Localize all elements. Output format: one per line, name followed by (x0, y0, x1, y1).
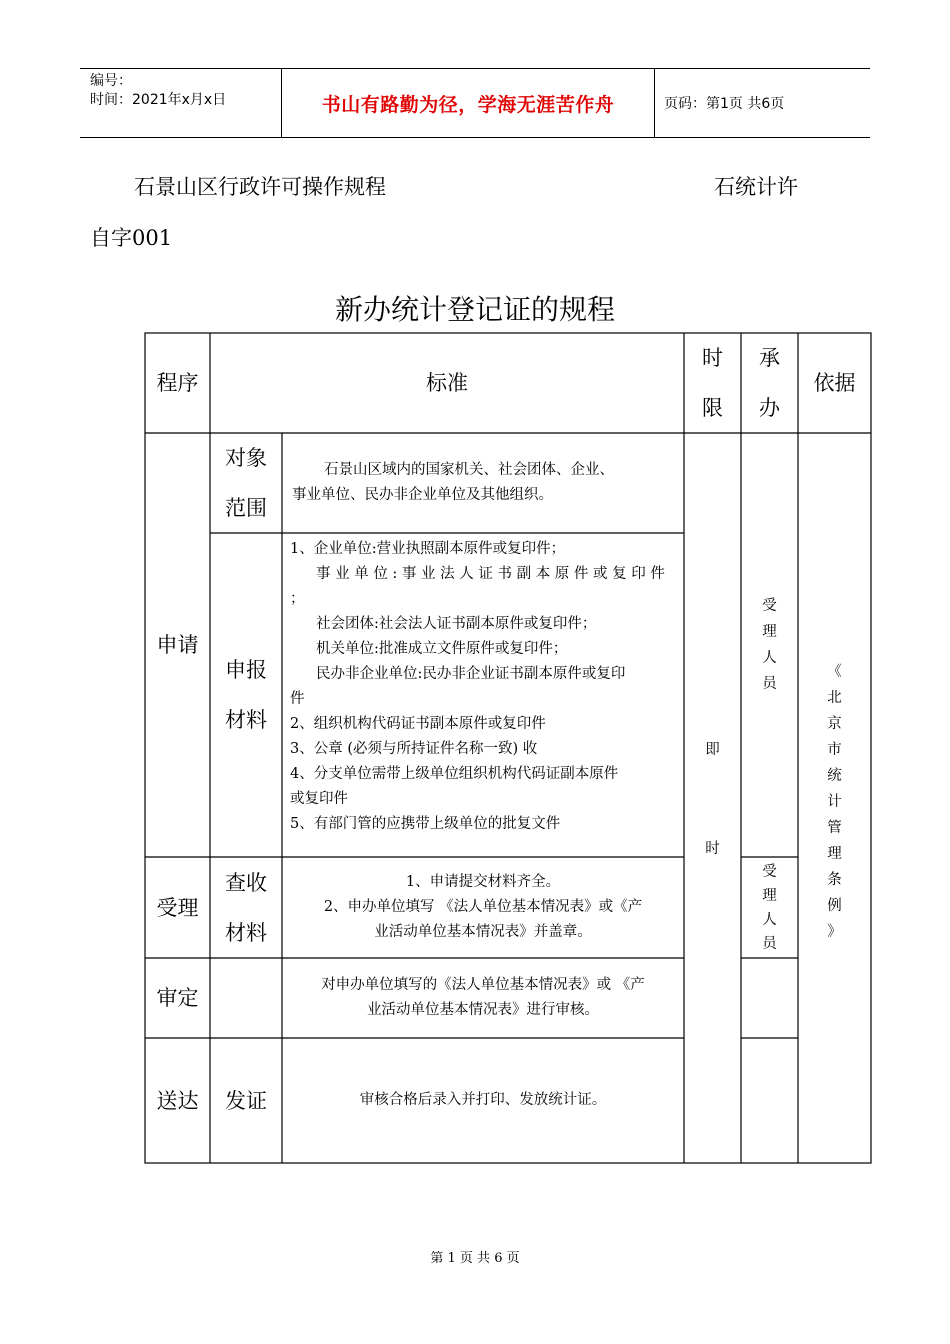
materials-item: 件 (290, 691, 305, 707)
check-text-1: 1、申请提交材料齐全。 (405, 874, 561, 890)
issue-label: 发证 (225, 1088, 267, 1113)
check-label-1: 查收 (225, 870, 267, 895)
materials-item: 机关单位:批准成立文件原件或复印件； (316, 641, 568, 657)
basis-char: 》 (827, 924, 842, 940)
materials-item: 或复印件 (290, 791, 348, 807)
scope-label-2: 范围 (225, 496, 267, 520)
header-basis: 依据 (813, 371, 856, 395)
header-handler-1: 承 (759, 346, 780, 370)
materials-item: 5、有部门管的应携带上级单位的批复文件 (290, 816, 561, 832)
handler-accept-1: 受 (762, 863, 777, 880)
time-immediate-2: 时 (705, 841, 720, 857)
basis-char: 管 (827, 820, 842, 836)
check-text-3: 业活动单位基本情况表》并盖章。 (374, 924, 592, 940)
handler-apply-2: 理 (762, 624, 777, 640)
issue-text: 审核合格后录入并打印、发放统计证。 (359, 1092, 607, 1108)
handler-accept-4: 员 (762, 935, 777, 952)
review-text-1: 对申办单位填写的《法人单位基本情况表》或 《产 (321, 977, 645, 993)
materials-item: 民办非企业单位:民办非企业证书副本原件或复印 (316, 666, 626, 682)
intro-right: 石统计许 (714, 175, 798, 199)
header-meta (80, 69, 282, 137)
scope-text-1: 石景山区域内的国家机关、社会团体、企业、 (324, 462, 614, 478)
time-immediate-1: 即 (705, 742, 720, 758)
materials-label-2: 材料 (225, 708, 267, 732)
materials-label-1: 申报 (225, 658, 267, 682)
document-title: 新办统计登记证的规程 (334, 293, 615, 326)
materials-item: 事 业 单 位 : 事 业 法 人 证 书 副 本 原 件 或 复 印 件 (316, 566, 665, 582)
scope-text (282, 433, 684, 533)
header-time-limit-2: 限 (702, 396, 723, 420)
basis-char: 统 (827, 768, 842, 784)
page-header (80, 68, 870, 138)
row-accept: 受理 (156, 895, 199, 920)
basis-text (798, 662, 871, 942)
scope-label-1: 对象 (225, 446, 267, 470)
materials-item: ； (290, 591, 305, 607)
page-footer: 第 1 页 共 6 页 (430, 1251, 520, 1266)
check-label (210, 857, 282, 958)
basis-char: 市 (827, 742, 842, 758)
materials-item: 3、公章 (必须与所持证件名称一致) 收 (290, 741, 538, 757)
handler-accept (741, 857, 798, 958)
time-label: 时间：2021年x月x日 (90, 92, 227, 108)
materials-item: 2、组织机构代码证书副本原件或复印件 (290, 716, 546, 732)
handler-apply (741, 593, 798, 697)
materials-label (210, 533, 282, 857)
header-page-info: 页码：第1页 共6页 (664, 96, 785, 112)
basis-char: 条 (827, 872, 842, 888)
basis-char: 计 (827, 794, 842, 810)
review-text-2: 业活动单位基本情况表》进行审核。 (367, 1002, 599, 1018)
materials-item: 1、企业单位:营业执照副本原件或复印件； (290, 541, 566, 557)
handler-accept-3: 人 (762, 911, 777, 928)
row-review: 审定 (156, 986, 199, 1010)
scope-label (210, 433, 282, 533)
handler-apply-3: 人 (762, 650, 777, 666)
intro-left: 石景山区行政许可操作规程 (134, 175, 386, 199)
check-label-2: 材料 (225, 920, 267, 945)
materials-item: 社会团体:社会法人证书副本原件或复印件； (316, 616, 597, 632)
handler-apply-4: 员 (762, 676, 777, 692)
header-motto: 书山有路勤为径，学海无涯苦作舟 (321, 93, 615, 116)
row-apply: 申请 (156, 633, 199, 657)
basis-char: 京 (827, 716, 842, 732)
row-deliver: 送达 (156, 1088, 199, 1113)
basis-char: 《 (827, 664, 842, 680)
header-handler-2: 办 (759, 396, 780, 420)
header-motto-cell (282, 69, 655, 137)
basis-char: 北 (827, 690, 842, 706)
scope-text-2: 事业单位、民办非企业单位及其他组织。 (292, 487, 553, 503)
header-handler (741, 333, 798, 433)
handler-apply-1: 受 (762, 598, 777, 614)
materials-list (290, 537, 680, 837)
basis-char: 理 (827, 846, 842, 862)
header-time-limit-1: 时 (702, 346, 723, 370)
handler-accept-2: 理 (762, 887, 777, 904)
number-label: 编号： (90, 73, 132, 89)
header-standard: 标准 (426, 371, 468, 395)
check-text (282, 857, 684, 958)
materials-item: 4、分支单位需带上级单位组织机构代码证副本原件 (290, 766, 619, 782)
basis-char: 例 (827, 898, 842, 914)
header-procedure: 程序 (156, 371, 199, 395)
review-text (282, 958, 684, 1038)
header-time-limit (684, 333, 741, 433)
check-text-2: 2、申办单位填写 《法人单位基本情况表》或《产 (323, 899, 643, 915)
intro-line2: 自字001 (90, 226, 173, 250)
